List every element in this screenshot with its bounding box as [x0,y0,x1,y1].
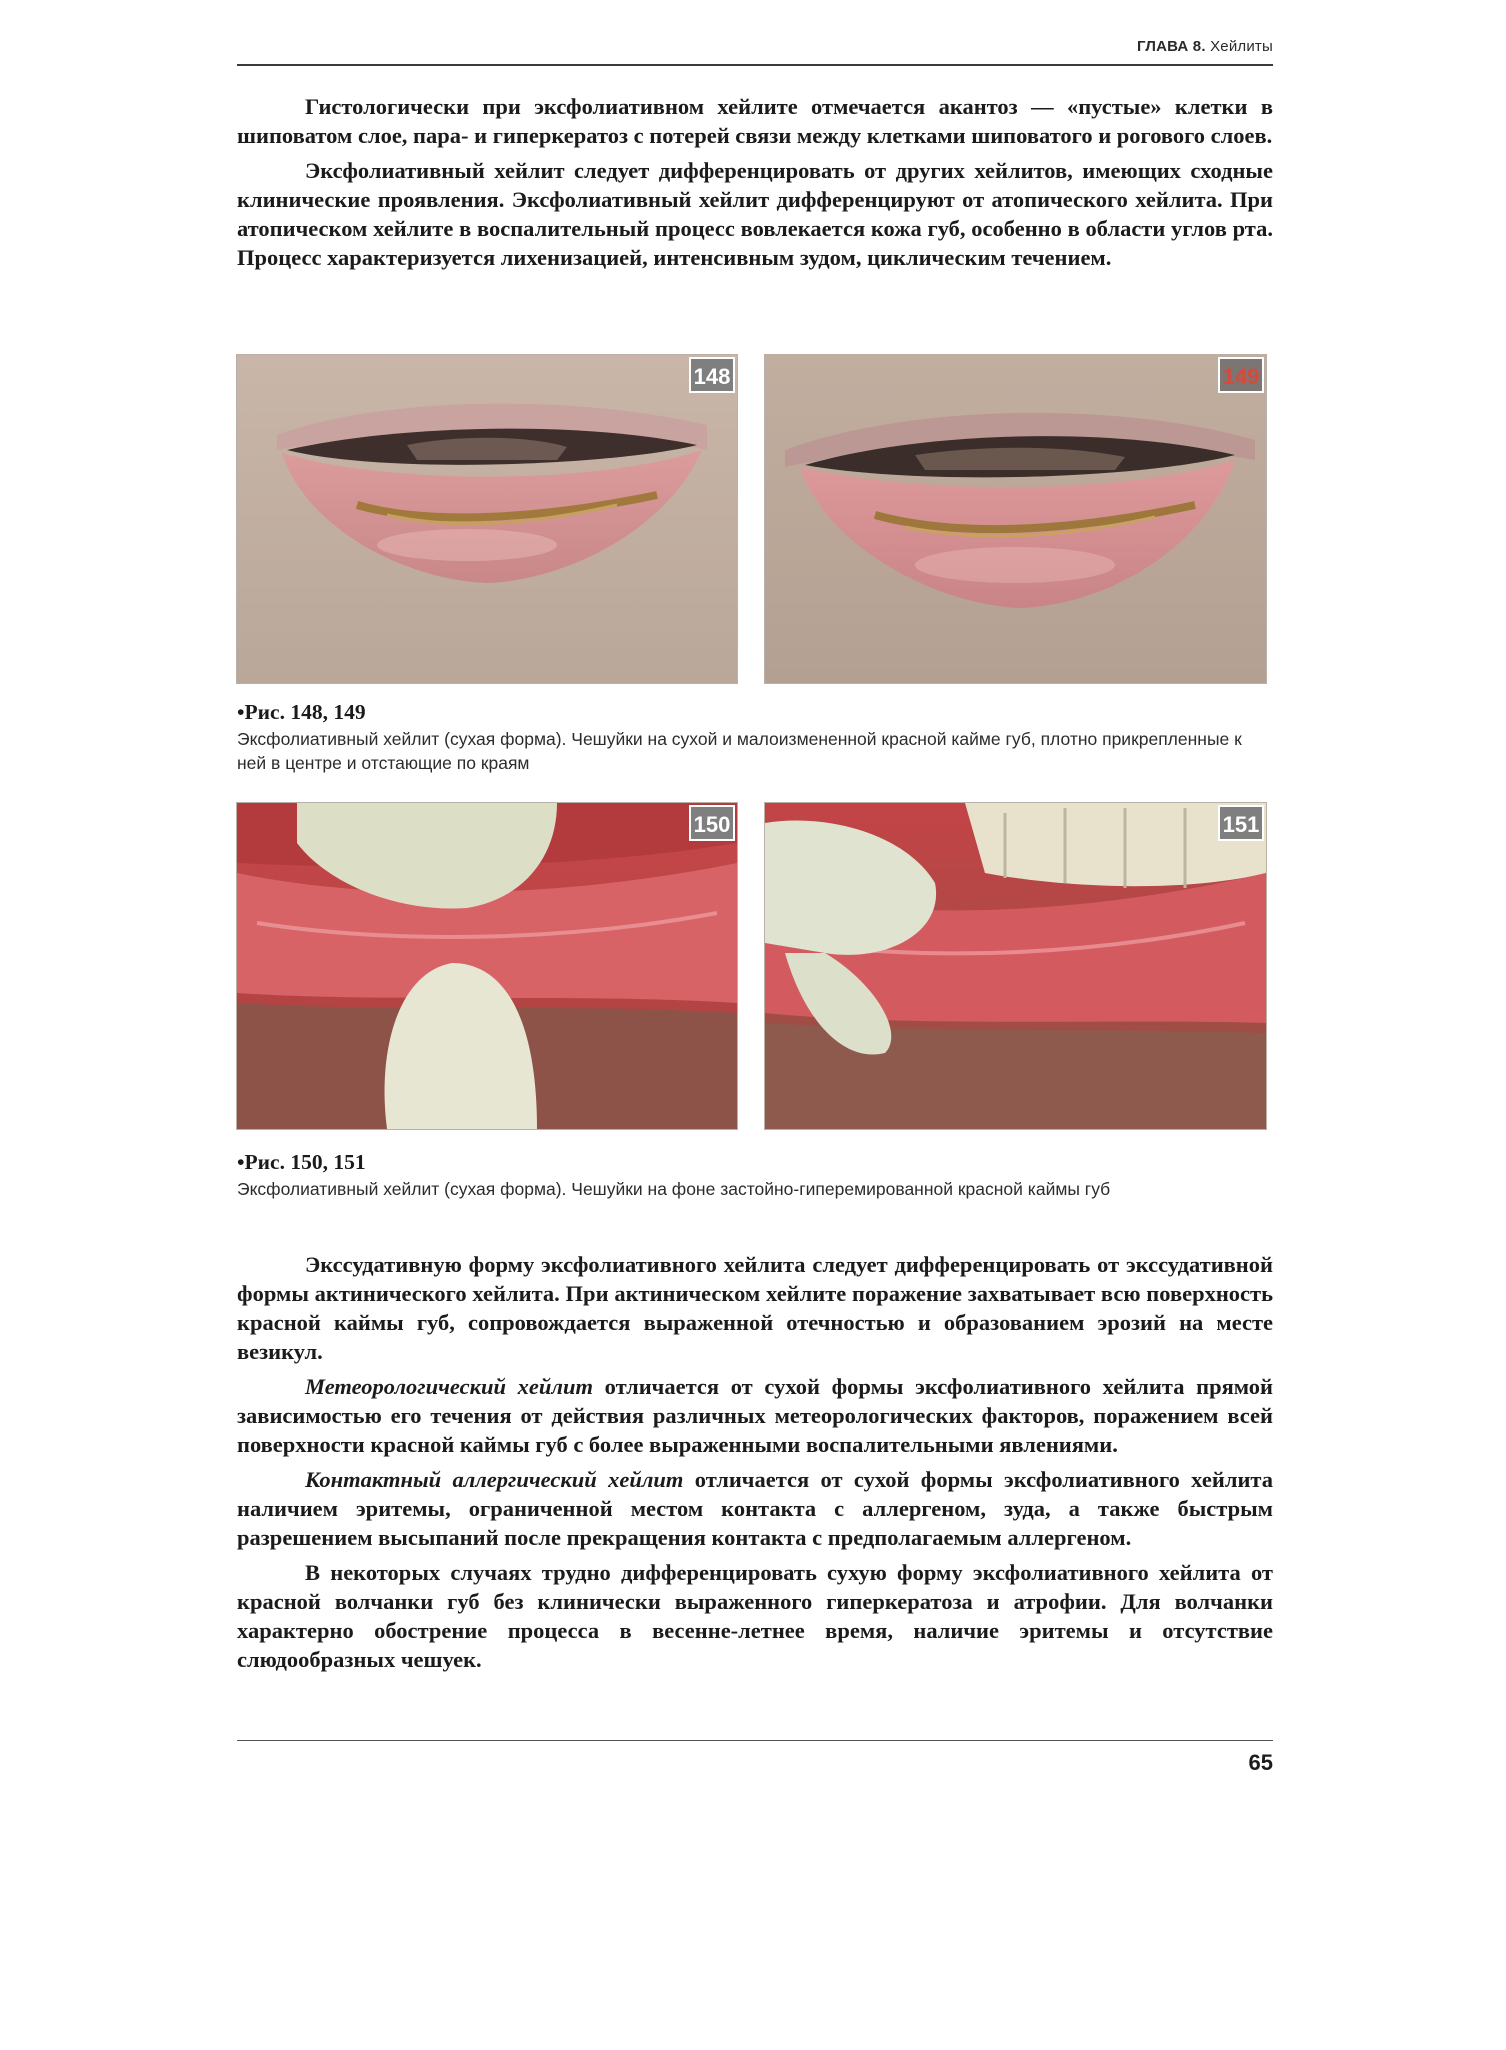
figure-149-photo [764,354,1267,684]
paragraph: Экссудативную форму эксфолиативного хейлита следует дифференцировать от экссудативной формы актинического хейлита. При актиническом хейлите поражение захватывает всю поверхность красной каймы губ, сопровождается выраженной отечностью и образованием эрозий на месте везикул. [237,1252,1273,1364]
figure-caption-150-151 [237,1150,1273,1201]
figure-151-photo [764,802,1267,1130]
paragraph: Гистологически при эксфолиативном хейлите отмечается акантоз — «пустые» клетки в шиповатом слое, пара- и гиперкератоз с потерей связи между клетками шиповатого и рогового слоев. [237,94,1273,148]
figure-caption-148-149 [237,700,1273,775]
figure-number-badge: 150 [689,805,735,841]
term-meteorological-cheilitis: Метеорологический хейлит [305,1374,593,1399]
figure-150-photo [236,802,738,1130]
term-contact-allergic-cheilitis: Контактный аллергический хейлит [305,1467,684,1492]
caption-text: Эксфолиативный хейлит (сухая форма). Чешуйки на сухой и малоизмененной красной кайме губ, плотно прикрепленные к ней в центре и отстающие по краям [237,729,1242,773]
paragraph [237,1372,1273,1459]
footer-rule [237,1740,1273,1741]
header-chapter: ГЛАВА 8. [1137,38,1206,55]
body-text-top [237,92,1273,272]
caption-title: •Рис. 150, 151 [237,1150,366,1174]
paragraph: Эксфолиативный хейлит следует дифференцировать от других хейлитов, имеющих сходные клинические проявления. Эксфолиативный хейлит дифференцируют от атопического хейлита. При атопическом хейлите в воспалительный процесс вовлекается кожа губ, особенно в области углов рта. Процесс характеризуется лихенизацией, интенсивным зудом, циклическим течением. [237,158,1273,270]
header-text [1137,38,1273,55]
header-rule [237,64,1273,66]
caption-title: •Рис. 148, 149 [237,700,366,724]
body-text-bottom [237,1250,1273,1674]
running-header [237,34,1273,68]
page-number: 65 [1248,1750,1273,1775]
paragraph: В некоторых случаях трудно дифференцировать сухую форму эксфолиативного хейлита от красной волчанки губ без клинически выраженного гиперкератоза и атрофии. Для волчанки характерно обострение процесса в весенне-летнее время, наличие эритемы и отсутствие слюдообразных чешуек. [237,1560,1273,1672]
paragraph-rest: отличается от сухой формы эксфолиативного хейлита прямой зависимостью его течения от действия различных метеорологических факторов, поражением всей поверхности красной каймы губ с более выраженными воспалительными явлениями. [237,1374,1273,1457]
paragraph [237,1465,1273,1552]
figure-number-badge: 148 [689,357,735,393]
figure-number-badge: 149 [1218,357,1264,393]
figure-148-photo [236,354,738,684]
header-title: Хейлиты [1210,38,1273,55]
figure-number-badge: 151 [1218,805,1264,841]
paragraph-rest: отличается от сухой формы эксфолиативного хейлита наличием эритемы, ограниченной местом контакта с аллергеном, зуда, а также быстрым разрешением высыпаний после прекращения контакта с предполагаемым аллергеном. [237,1467,1273,1550]
caption-text: Эксфолиативный хейлит (сухая форма). Чешуйки на фоне застойно-гиперемированной красной каймы губ [237,1179,1111,1199]
